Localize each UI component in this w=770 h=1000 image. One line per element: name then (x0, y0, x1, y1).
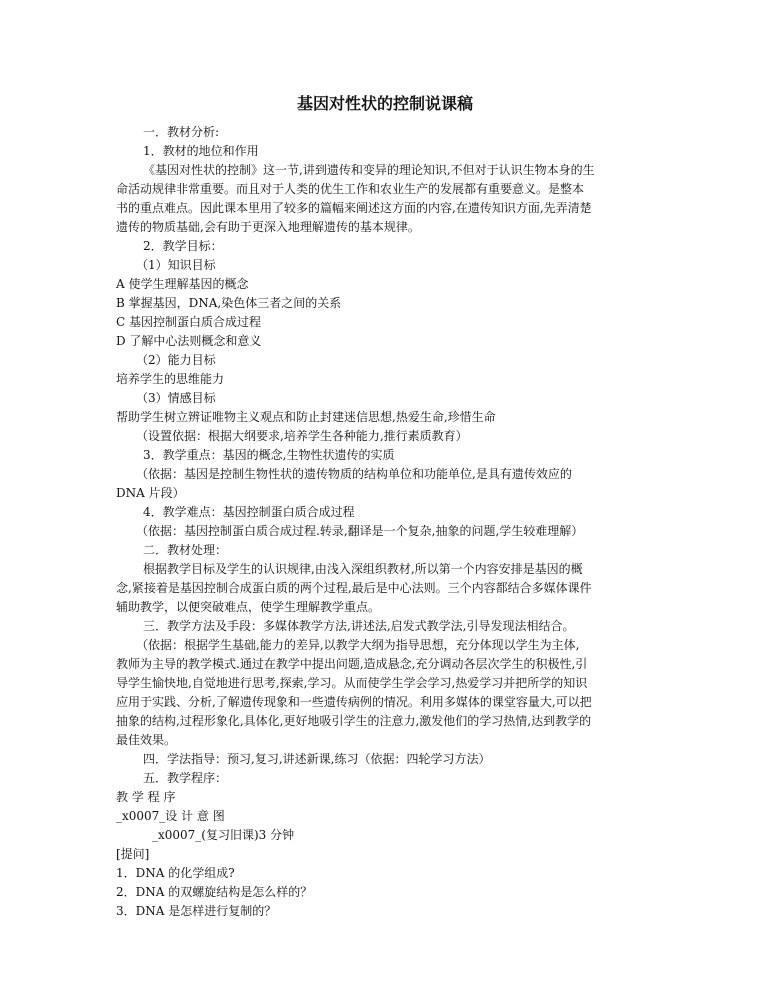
table-cell: [提问] (116, 847, 150, 861)
paragraph-line: 念,紧接着是基因控制合成蛋白质的两个过程,最后是中心法则。三个内容都结合多媒体课件 (116, 581, 592, 595)
section-heading: 四．学法指导：预习,复习,讲述新课,练习（依据：四轮学习方法） (143, 752, 491, 766)
paragraph-line: 最佳效果。 (116, 733, 177, 747)
paragraph-line: （依据：基因是控制生物性状的遗传物质的结构单位和功能单位,是具有遗传效应的 (136, 467, 572, 481)
table-cell: _x0007_(复习旧课)3 分钟 (152, 828, 295, 842)
paragraph-line: （依据：根据学生基础,能力的差异,以教学大纲为指导思想，充分体现以学生为主体, (136, 638, 580, 652)
subsection-heading: 1．教材的地位和作用 (143, 144, 259, 158)
question-item: 2．DNA 的双螺旋结构是怎么样的？ (116, 885, 313, 899)
paragraph-line: 教师为主导的教学模式.通过在教学中提出问题,造成悬念,充分调动各层次学生的积极性,引 (116, 657, 588, 671)
subsection-heading: 2．教学目标： (143, 239, 223, 253)
section-heading: 五．教学程序： (143, 771, 228, 785)
list-heading: （1）知识目标 (136, 258, 216, 272)
list-item: 培养学生的思维能力 (116, 372, 225, 386)
list-item: D 了解中心法则概念和意义 (116, 334, 262, 348)
section-heading: 一．教材分析: (143, 125, 220, 139)
document-title: 基因对性状的控制说课稿 (296, 94, 473, 113)
paragraph-line: DNA 片段） (116, 486, 185, 500)
subsection-heading: 3．教学重点：基因的概念,生物性状遗传的实质 (143, 448, 395, 462)
paragraph-line: （设置依据：根据大纲要求,培养学生各种能力,推行素质教育） (136, 429, 468, 443)
section-heading: 三．教学方法及手段：多媒体教学方法,讲述法,启发式教学法,引导发现法相结合。 (143, 619, 575, 633)
paragraph-line: 抽象的结构,过程形象化,具体化,更好地吸引学生的注意力,激发他们的学习热情,达到教学的 (116, 714, 592, 728)
question-item: 1．DNA 的化学组成? (116, 866, 235, 880)
list-item: B 掌握基因，DNA,染色体三者之间的关系 (116, 296, 342, 310)
paragraph-line: 应用于实践、分析,了解遗传现象和一些遗传病例的情况。利用多媒体的课堂容量大,可以把 (116, 695, 592, 709)
list-item: 帮助学生树立辨证唯物主义观点和防止封建迷信思想,热爱生命,珍惜生命 (116, 410, 496, 424)
paragraph-line: 书的重点难点。因此课本里用了较多的篇幅来阐述这方面的内容,在遗传知识方面,先弄清楚 (116, 201, 592, 215)
list-heading: （2）能力目标 (136, 353, 216, 367)
paragraph-line: 命活动规律非常重要。而且对于人类的优生工作和农业生产的发展都有重要意义。是整本 (116, 182, 585, 196)
list-item: A 使学生理解基因的概念 (116, 277, 249, 291)
paragraph-line: 辅助教学，以便突破难点，使学生理解教学重点。 (116, 600, 381, 614)
question-item: 3．DNA 是怎样进行复制的？ (116, 904, 277, 918)
paragraph-line: （依据：基因控制蛋白质合成过程.转录,翻译是一个复杂,抽象的问题,学生较难理解） (136, 524, 584, 538)
paragraph-line: 根据教学目标及学生的认识规律,由浅入深组织教材,所以第一个内容安排是基因的概 (143, 562, 583, 576)
list-heading: （3）情感目标 (136, 391, 216, 405)
paragraph-line: 遗传的物质基础,会有助于更深入地理解遗传的基本规律。 (116, 220, 420, 234)
table-header-cell: 教 学 程 序 (116, 790, 176, 804)
list-item: C 基因控制蛋白质合成过程 (116, 315, 261, 329)
section-heading: 二．教材处理： (143, 543, 228, 557)
paragraph-line: 导学生愉快地,自觉地进行思考,探索,学习。从而使学生学会学习,热爱学习并把所学的知识 (116, 676, 588, 690)
paragraph-line: 《基因对性状的控制》这一节,讲到遗传和变异的理论知识,不但对于认识生物本身的生 (143, 163, 595, 177)
subsection-heading: 4．教学难点：基因控制蛋白质合成过程 (143, 505, 355, 519)
table-header-cell: _x0007_设 计 意 图 (116, 809, 225, 823)
